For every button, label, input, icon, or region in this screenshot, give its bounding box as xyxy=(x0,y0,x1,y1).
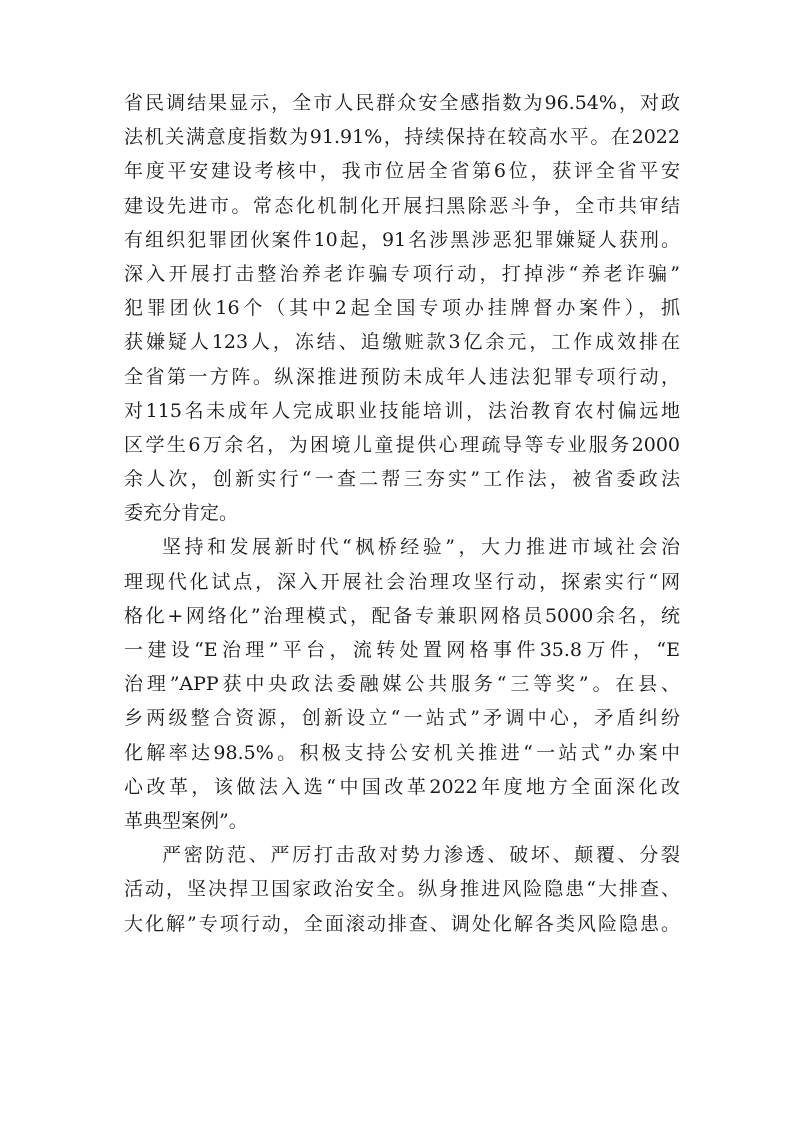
text-line: 格化+网络化”治理模式，配备专兼职网格员5000余名，统 xyxy=(124,604,680,627)
text-line: 乡两级整合资源，创新设立“一站式”矛调中心，矛盾纠纷 xyxy=(124,707,680,730)
text-line: 革典型案例”。 xyxy=(124,809,248,832)
text-line: 一建设“E治理”平台，流转处置网格事件35.8万件，“E xyxy=(124,639,680,661)
paragraph-3 xyxy=(124,838,680,941)
text-line: 获嫌疑人123人，冻结、追缴赃款3亿余元，工作成效排在 xyxy=(124,331,680,354)
text-line: 犯罪团伙16个（其中2起全国专项办挂牌督办案件），抓 xyxy=(124,297,680,320)
text-line: 区学生6万余名，为困境儿童提供心理疏导等专业服务2000 xyxy=(124,433,680,456)
text-line: 余人次，创新实行“一查二帮三夯实”工作法，被省委政法 xyxy=(124,468,680,491)
document-body xyxy=(124,86,680,941)
text-line: 坚持和发展新时代“枫桥经验”，大力推进市域社会治 xyxy=(162,536,680,559)
text-line: 深入开展打击整治养老诈骗专项行动，打掉涉“养老诈骗” xyxy=(124,262,680,285)
paragraph-1 xyxy=(124,86,680,530)
text-line: 全省第一方阵。纵深推进预防未成年人违法犯罪专项行动， xyxy=(124,365,680,388)
text-line: 对115名未成年人完成职业技能培训，法治教育农村偏远地 xyxy=(124,399,680,422)
text-line: 大化解”专项行动，全面滚动排查、调处化解各类风险隐患。 xyxy=(124,912,680,935)
paragraph-2 xyxy=(124,530,680,838)
text-line: 建设先进市。常态化机制化开展扫黑除恶斗争，全市共审结 xyxy=(124,194,680,217)
text-line: 化解率达98.5%。积极支持公安机关推进“一站式”办案中 xyxy=(124,741,680,764)
text-line: 治理”APP获中央政法委融媒公共服务“三等奖”。在县、 xyxy=(124,673,680,696)
text-line: 活动，坚决捍卫国家政治安全。纵身推进风险隐患“大排查、 xyxy=(124,878,680,901)
text-line: 严密防范、严厉打击敌对势力渗透、破坏、颠覆、分裂 xyxy=(162,844,680,867)
text-line: 理现代化试点，深入开展社会治理攻坚行动，探索实行“网 xyxy=(124,570,680,593)
text-line: 有组织犯罪团伙案件10起，91名涉黑涉恶犯罪嫌疑人获刑。 xyxy=(124,228,680,251)
text-line: 委充分肯定。 xyxy=(124,502,239,525)
text-line: 法机关满意度指数为91.91%，持续保持在较高水平。在2022 xyxy=(124,126,680,149)
text-line: 心改革，该做法入选“中国改革2022年度地方全面深化改 xyxy=(124,775,680,798)
text-line: 省民调结果显示，全市人民群众安全感指数为96.54%，对政 xyxy=(124,92,680,114)
text-line: 年度平安建设考核中，我市位居全省第6位，获评全省平安 xyxy=(124,160,680,183)
